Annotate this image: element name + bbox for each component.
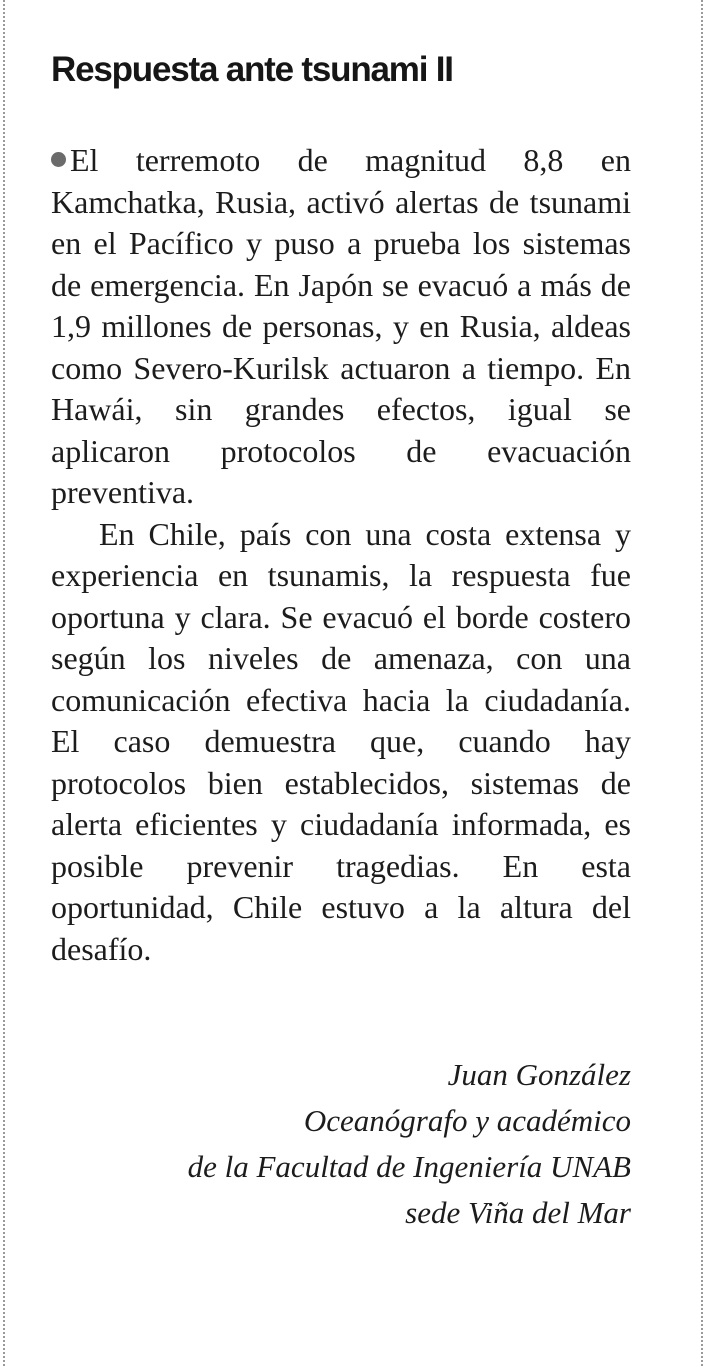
author-location: sede Viña del Mar — [405, 1195, 631, 1230]
article-body — [51, 140, 631, 970]
paragraph-2: En Chile, país con una costa extensa y experiencia en tsunamis, la respuesta fue oportuna y clara. Se evacuó el borde costero según los niveles de amenaza, con una comunicación efectiva hacia la ciudadanía. El caso demuestra que, cuando hay protocolos bien establecidos, sistemas de alerta eficientes y ciudadanía informada, es posible prevenir tragedias. En esta oportunidad, Chile estuvo a la altura del desafío. — [51, 515, 631, 967]
article-headline: Respuesta ante tsunami II — [51, 50, 453, 89]
paragraph-1-text: El terremoto de magnitud 8,8 en Kamchatka, Rusia, activó alertas de tsunami en el Pacífico y puso a prueba los sistemas de emergencia. En Japón se evacuó a más de 1,9 millones de personas, y en Rusia, aldeas como Severo-Kurilsk actuaron a tiempo. En Hawái, sin grandes efectos, igual se aplicaron protocolos de evacuación preventiva. — [51, 142, 631, 510]
column-divider-right — [701, 0, 703, 1366]
author-title: Oceanógrafo y académico — [303, 1103, 631, 1138]
author-affiliation: de la Facultad de Ingeniería UNAB — [187, 1149, 631, 1184]
author-name: Juan González — [447, 1057, 631, 1092]
bullet-icon — [51, 152, 66, 167]
paragraph-1 — [51, 140, 631, 514]
column-divider-left — [3, 0, 5, 1366]
author-signature — [51, 1052, 631, 1236]
letter-to-editor — [51, 48, 631, 1236]
